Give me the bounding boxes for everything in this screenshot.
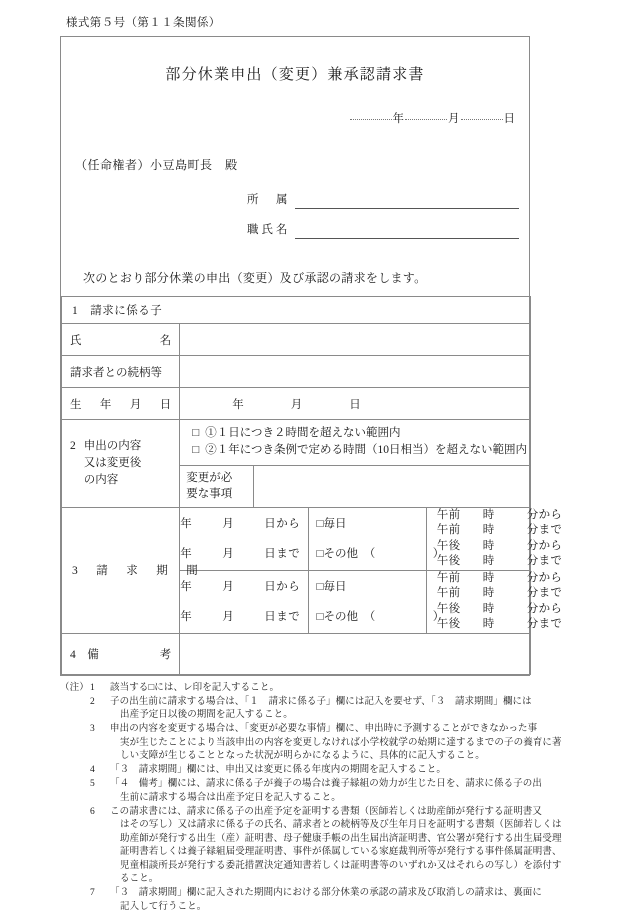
- form-frame: [60, 36, 563, 676]
- period-2-other-option[interactable]: □その他 （ ）: [316, 610, 445, 623]
- note-number: 5: [90, 779, 95, 790]
- note-item: [60, 682, 578, 695]
- option-1-label: ①１日につき２時間を超えない範囲内: [205, 427, 401, 439]
- date-day-label: 日: [503, 113, 515, 125]
- name-label: 職氏名: [247, 224, 291, 236]
- name-input[interactable]: [295, 224, 520, 239]
- child-name-row: [62, 324, 531, 356]
- note-number: 1: [90, 682, 95, 693]
- section3-label: 3 請 求 期 間: [62, 507, 180, 633]
- note-number: 7: [90, 888, 95, 899]
- child-dob-input[interactable]: [180, 388, 531, 420]
- period-1-kind[interactable]: [308, 507, 445, 570]
- date-month-label: 月: [448, 113, 460, 125]
- note-item: [60, 696, 578, 723]
- period-2-time-line-2[interactable]: [427, 586, 563, 602]
- child-name-label-right: 名: [159, 334, 172, 347]
- period-2-date-from[interactable]: [180, 572, 307, 602]
- period-1-time-2-minute: 分まで: [526, 524, 563, 537]
- period-2-time-4-ampm: 午後: [436, 618, 461, 631]
- child-dob-label: [62, 388, 180, 420]
- change-reason-label: [180, 465, 254, 507]
- period-1-dates[interactable]: [180, 507, 308, 570]
- section2-label-line-1: 申出の内容: [83, 440, 142, 453]
- period-1-time-line-3[interactable]: [427, 539, 563, 555]
- period-1-time-4-minute: 分まで: [526, 555, 563, 568]
- section1-heading: 1 請求に係る子: [62, 297, 531, 324]
- child-dob-row: [62, 388, 531, 420]
- period-1-time-1-minute: 分から: [526, 508, 563, 521]
- period-2-time-2-hour: 時: [482, 587, 495, 600]
- period-2-dates[interactable]: [180, 570, 308, 633]
- period-2-time-2-ampm: 午前: [436, 587, 461, 600]
- period-1-date-from[interactable]: [180, 509, 307, 539]
- name-row: [247, 221, 529, 239]
- period-2-time-2-minute: 分まで: [526, 587, 563, 600]
- period-1-time-1-ampm: 午前: [436, 508, 461, 521]
- note-line: 実が生じたことにより当該申出の内容を変更しなければ小学校就学の始期に達するまでの子の養育に著: [120, 737, 562, 748]
- period-2-time-1-minute: 分から: [526, 571, 563, 584]
- affiliation-row: [247, 191, 529, 209]
- period-2-time-4-hour: 時: [482, 618, 495, 631]
- period-1-time-4-ampm: 午後: [436, 555, 461, 568]
- note-item: [60, 764, 578, 777]
- note-line: 証明書若しくは養子縁組届受理証明書、事件が係属している家庭裁判所等が発行する事件係属証明書、: [120, 847, 562, 858]
- child-relation-row: [62, 356, 531, 388]
- child-name-label-left: 氏: [70, 334, 82, 347]
- submission-date-line: [61, 110, 515, 126]
- note-body: [110, 778, 578, 805]
- child-relation-input[interactable]: [180, 356, 531, 388]
- option-2[interactable]: [192, 442, 530, 459]
- period-1-from-year: 年: [180, 517, 193, 530]
- period-2-time-1-hour: 時: [482, 571, 495, 584]
- section2-options-row: [62, 420, 531, 466]
- date-year-blank[interactable]: [350, 119, 392, 120]
- period-2-time-3-ampm: 午後: [436, 602, 461, 615]
- dob-day-label: 日: [349, 398, 362, 411]
- period-1-time-2-hour: 時: [482, 524, 495, 537]
- affiliation-input[interactable]: [295, 194, 520, 209]
- section2-label-line-3: の内容: [83, 473, 119, 486]
- note-body: [110, 887, 578, 914]
- period-1-from-month: 月: [222, 517, 235, 530]
- note-item: [60, 778, 578, 805]
- period-1-from-day: 日から: [264, 517, 301, 530]
- period-2-kind[interactable]: [308, 570, 445, 633]
- period-2-time-line-3[interactable]: [427, 602, 563, 618]
- period-1-times[interactable]: [426, 507, 563, 570]
- period-2-times[interactable]: [426, 570, 563, 633]
- period-1-to-month: 月: [222, 547, 235, 560]
- period-1-time-4-hour: 時: [482, 555, 495, 568]
- period-2-to-day: 日まで: [264, 610, 301, 623]
- affiliation-label: 所 属: [247, 194, 291, 206]
- note-line: 記入して行うこと。: [120, 901, 207, 912]
- note-number: 4: [90, 765, 95, 776]
- section4-input[interactable]: [180, 633, 531, 674]
- change-reason-label-line-1: 変更が必: [186, 471, 233, 484]
- section2-number: 2: [70, 440, 76, 453]
- period-1-time-3-ampm: 午後: [436, 539, 461, 552]
- document-title: 部分休業申出（変更）兼承認請求書: [165, 67, 425, 83]
- note-line: 「３ 請求期間」欄には、申出又は変更に係る年度内の期間を記入すること。: [110, 765, 447, 776]
- note-line: はその写し）又は請求に係る子の氏名、請求者との続柄等及び生年月日を証明する書類（医師若しくは: [120, 820, 562, 831]
- note-line: 生前に請求する場合は出産予定日を記入すること。: [120, 792, 341, 803]
- lead-in-statement: 次のとおり部分休業の申出（変更）及び承認の請求をします。: [83, 271, 427, 285]
- section3-block-1-row: [62, 507, 531, 570]
- dob-label-part-1: 生: [70, 398, 82, 411]
- period-2-daily-option[interactable]: □毎日: [316, 580, 347, 593]
- period-1-daily-option[interactable]: □毎日: [316, 517, 347, 530]
- note-body: [110, 723, 578, 763]
- period-2-time-3-minute: 分から: [526, 602, 563, 615]
- note-line: 助産師が発行する出生（産）証明書、母子健康手帳の出生届出済証明書、官公署が発行する出生届受理: [120, 833, 562, 844]
- note-number: 6: [90, 806, 95, 817]
- period-1-time-2-ampm: 午前: [436, 524, 461, 537]
- section4-label-right: 考: [159, 648, 172, 661]
- dob-label-part-4: 日: [159, 398, 172, 411]
- date-month-blank[interactable]: [405, 119, 447, 120]
- option-1[interactable]: [192, 425, 530, 442]
- period-1-time-line-4[interactable]: [427, 554, 563, 570]
- note-line: 「４ 備考」欄には、請求に係る子が養子の場合は養子縁組の効力が生じた日を、請求に係る子の出: [110, 779, 543, 790]
- addressee: （任命権者）小豆島町長 殿: [75, 158, 238, 172]
- note-body: [110, 806, 578, 887]
- period-2-from-year: 年: [180, 580, 193, 593]
- note-item: [60, 806, 578, 887]
- period-2-time-line-1[interactable]: [427, 571, 563, 587]
- signature-block: [61, 191, 529, 239]
- dob-month-label: 月: [290, 398, 304, 411]
- note-body: [110, 764, 578, 777]
- change-reason-label-line-2: 要な事項: [186, 488, 233, 501]
- date-day-blank[interactable]: [461, 119, 503, 120]
- period-2-time-1-ampm: 午前: [436, 571, 461, 584]
- note-item: [60, 723, 578, 763]
- checkbox-icon[interactable]: □: [192, 427, 200, 439]
- note-body: [110, 696, 578, 723]
- note-number: 3: [90, 724, 95, 735]
- dob-year-label: 年: [232, 398, 245, 411]
- child-name-input[interactable]: [180, 324, 531, 356]
- note-line: この請求書には、請求に係る子の出産予定を証明する書類（医師若しくは助産師が発行する証明書又: [110, 806, 543, 817]
- note-line: 申出の内容を変更する場合は、「変更が必要な事情」欄に、申出時に予測することができなかった事: [110, 724, 538, 735]
- form-table: [61, 296, 563, 675]
- period-2-date-to[interactable]: [180, 602, 307, 632]
- note-line: 該当する□には、レ印を記入すること。: [110, 682, 280, 693]
- note-body: [110, 682, 578, 695]
- note-item: [60, 887, 578, 914]
- period-1-time-line-1[interactable]: [427, 508, 563, 524]
- period-1-time-1-hour: 時: [482, 508, 495, 521]
- note-line: しい支障が生じることとなった状況が明らかになるように、具体的に記入すること。: [120, 751, 485, 762]
- section1-heading-row: [62, 297, 531, 324]
- checkbox-icon[interactable]: □: [192, 444, 200, 457]
- period-1-time-3-hour: 時: [482, 539, 495, 552]
- note-number: 2: [90, 696, 95, 707]
- note-line: 出産予定日以後の期間を記入すること。: [120, 710, 293, 721]
- period-2-to-month: 月: [222, 610, 235, 623]
- notes-section: [60, 682, 578, 914]
- section4-label-left: 4 備: [70, 648, 99, 661]
- period-1-time-3-minute: 分から: [526, 539, 563, 552]
- period-1-time-line-2[interactable]: [427, 523, 563, 539]
- period-1-to-year: 年: [180, 547, 193, 560]
- period-2-from-month: 月: [222, 580, 235, 593]
- change-reason-input[interactable]: [254, 465, 531, 507]
- child-name-label: [62, 324, 180, 356]
- period-1-other-option[interactable]: □その他 （ ）: [316, 547, 445, 560]
- dob-label-part-2: 年: [99, 398, 112, 411]
- notes-tag: （注）: [60, 682, 89, 693]
- option-2-label: ②１年につき条例で定める時間（10日相当）を超えない範囲内: [205, 444, 527, 457]
- form-number: 様式第５号（第１１条関係）: [66, 17, 221, 29]
- section2-label-line-2: 又は変更後: [83, 457, 142, 470]
- period-2-to-year: 年: [180, 610, 193, 623]
- child-relation-label: 請求者との続柄等: [62, 356, 180, 388]
- note-line: ること。: [120, 874, 159, 885]
- note-line: 「３ 請求期間」欄に記入された期間内における部分休業の承認の請求及び取消しの請求は、裏面に: [110, 888, 543, 899]
- period-2-time-3-hour: 時: [482, 602, 495, 615]
- period-2-time-line-4[interactable]: [427, 617, 563, 633]
- section4-label: [62, 633, 180, 674]
- section4-row: [62, 633, 531, 674]
- dob-label-part-3: 月: [129, 398, 142, 411]
- note-line: 子の出生前に請求する場合は、「１ 請求に係る子」欄には記入を要せず、「３ 請求期間」欄には: [110, 696, 532, 707]
- date-year-label: 年: [392, 113, 404, 125]
- period-2-from-day: 日から: [264, 580, 301, 593]
- period-1-to-day: 日まで: [264, 547, 301, 560]
- period-1-date-to[interactable]: [180, 539, 307, 569]
- note-line: 児童相談所長が発行する委託措置決定通知書若しくは証明書等のいずれか又はそれらの写し）を添付す: [120, 860, 562, 871]
- section2-options: [180, 420, 531, 466]
- period-2-time-4-minute: 分まで: [526, 618, 563, 631]
- section2-label: [62, 420, 180, 508]
